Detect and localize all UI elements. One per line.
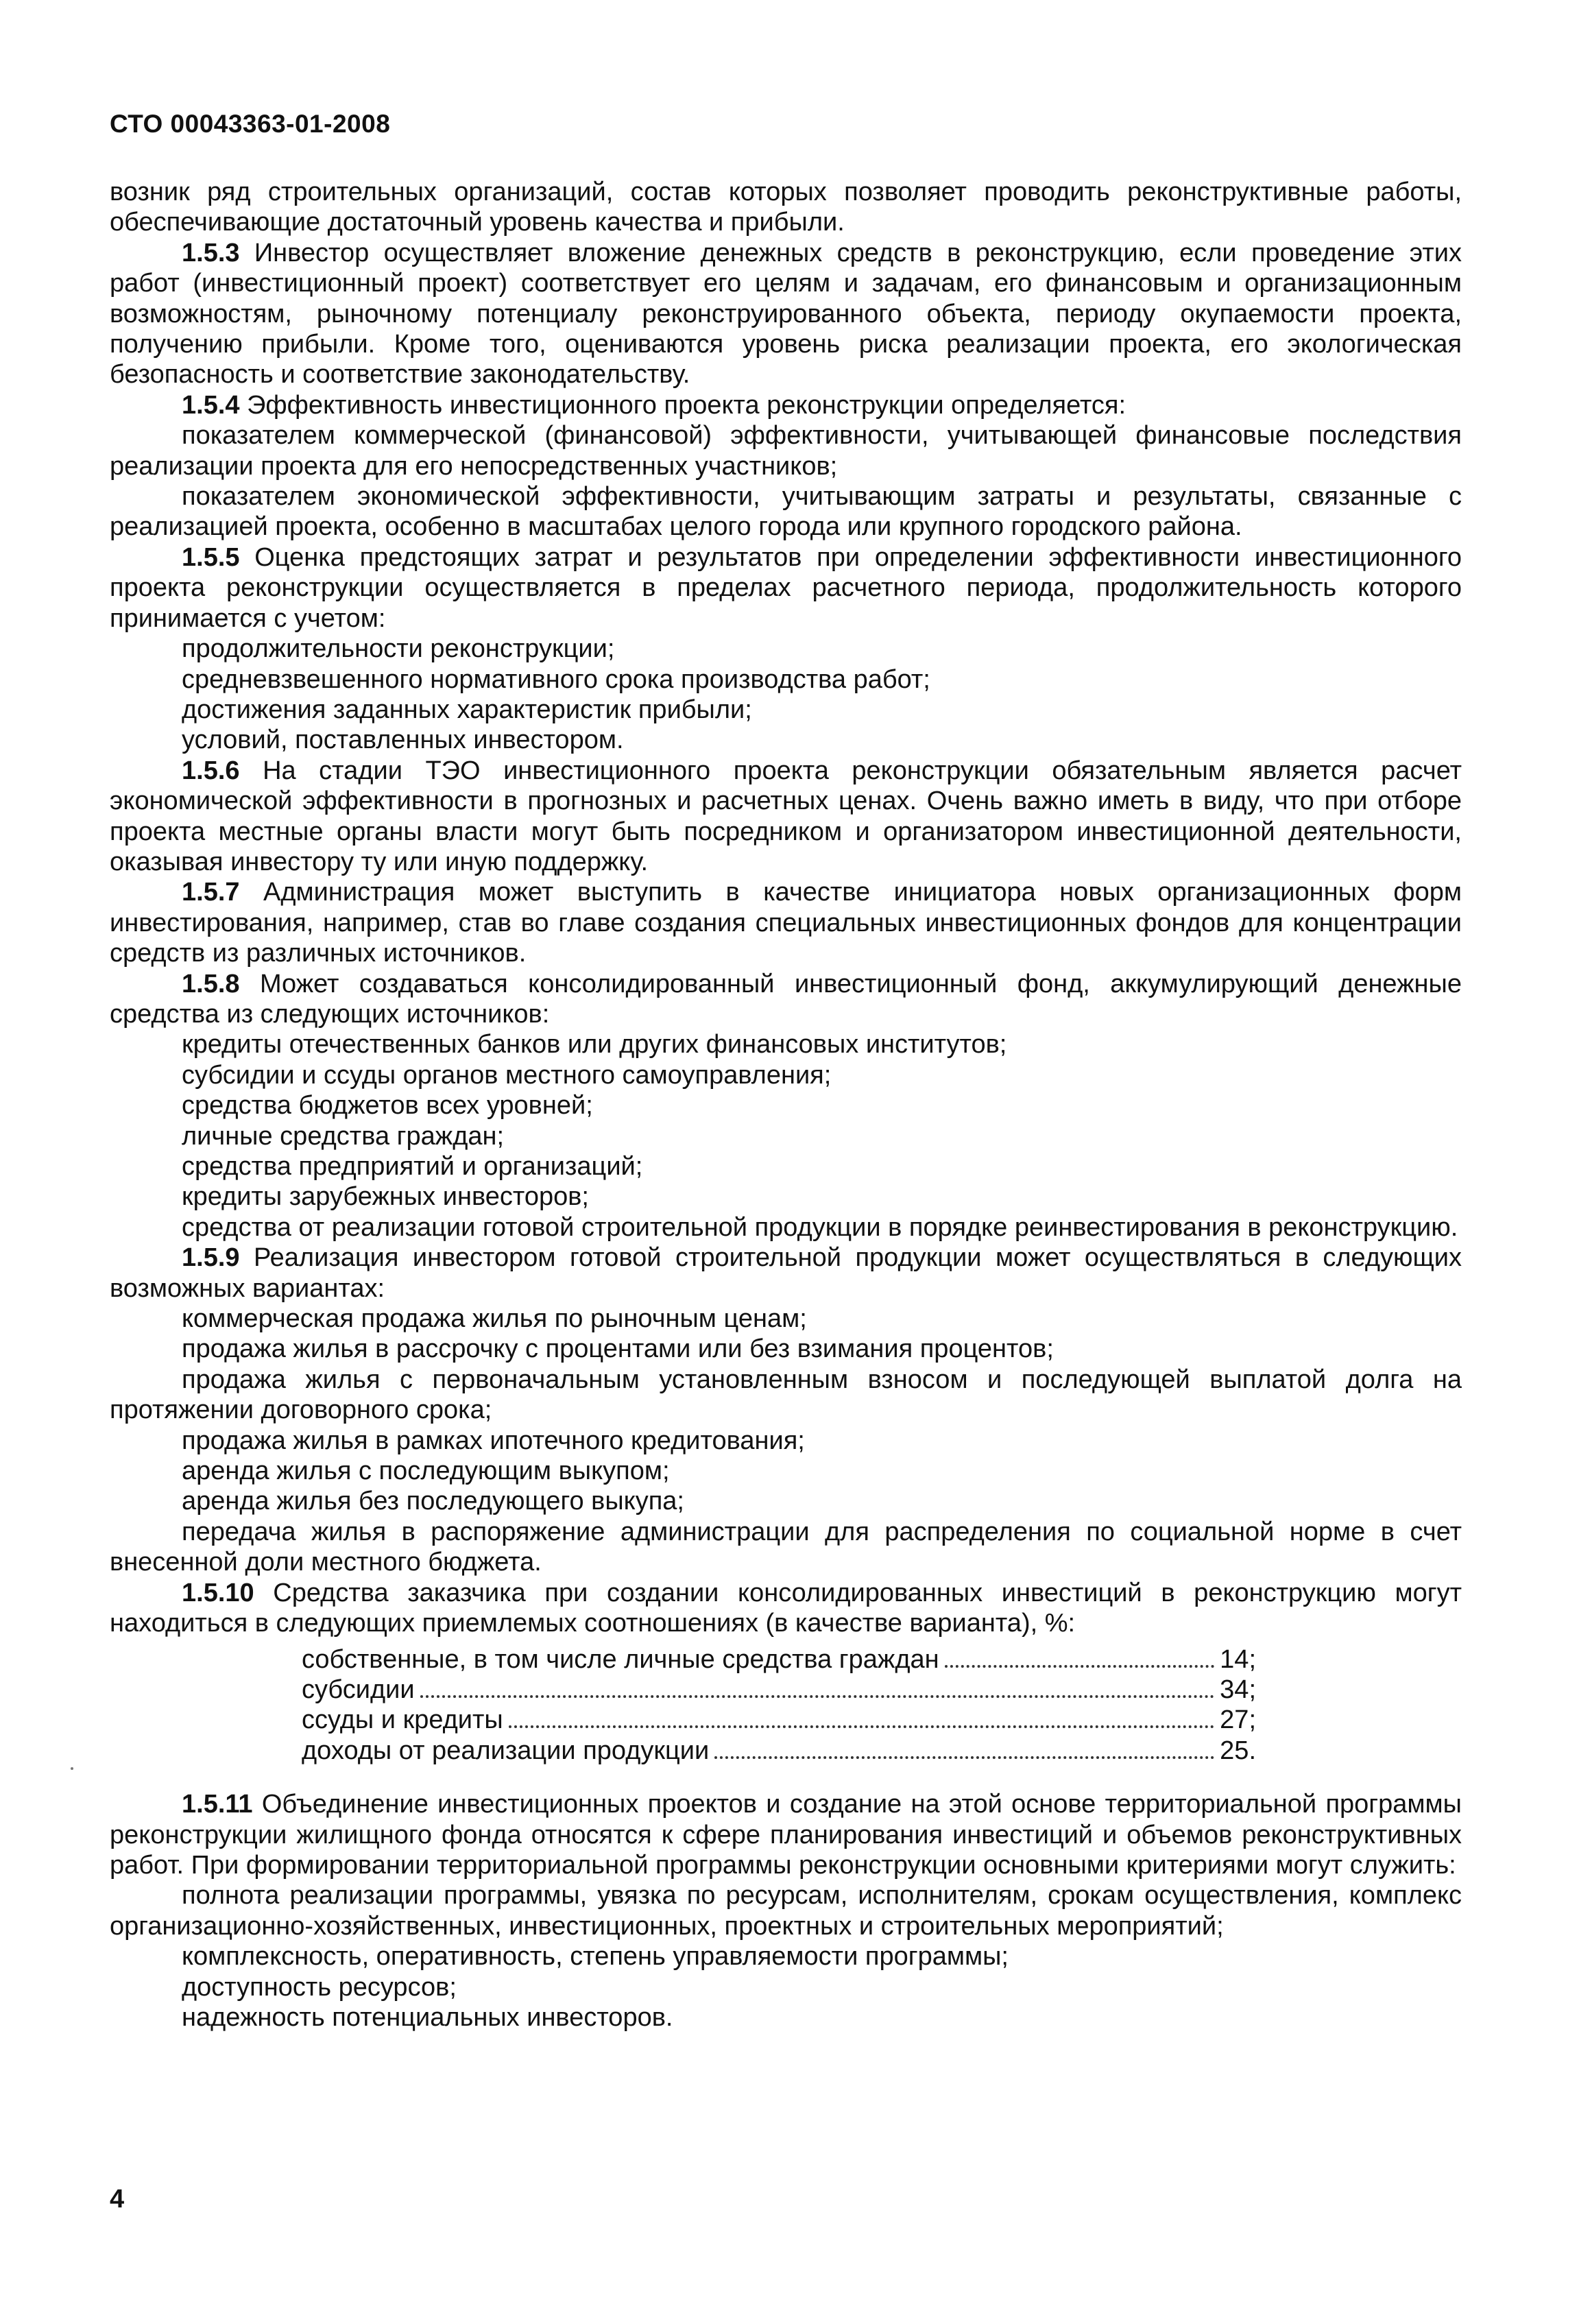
list-item: кредиты отечественных банков или других финансовых институтов; <box>182 1030 1007 1059</box>
scan-speck <box>71 1767 73 1770</box>
section-number: 1.5.5 <box>182 542 240 572</box>
dot-leader <box>420 1695 1215 1698</box>
list-item: передача жилья в распоряжение администрации для распределения по социальной норме в счет внесенной доли местного бюджета. <box>110 1517 1462 1577</box>
list-item: продолжительности реконструкции; <box>182 634 615 664</box>
section-text: Объединение инвестиционных проектов и создание на этой основе территориальной программы реконструкции жилищного фонда относятся к сфере планирования инвестиций и объемов реконструктивных работ. При формировании территориальной программы реконструкции основными критериями могут служить: <box>110 1790 1462 1880</box>
section-1-5-3 <box>110 238 1462 390</box>
section-1-5-6 <box>110 756 1462 878</box>
ratio-row <box>302 1736 1256 1766</box>
list-item: личные средства граждан; <box>182 1121 505 1151</box>
document-code-header: СТО 00043363-01-2008 <box>110 110 391 138</box>
ratio-value: 34; <box>1220 1675 1256 1704</box>
paragraph-continuation: возник ряд строительных организаций, состав которых позволяет проводить реконструктивные работы, обеспечивающие достаточный уровень качества и прибыли. <box>110 178 1462 237</box>
ratio-label: доходы от реализации продукции <box>302 1736 710 1765</box>
section-number: 1.5.10 <box>182 1578 254 1607</box>
section-text: Администрация может выступить в качестве инициатора новых организационных форм инвестирования, например, став во главе создания специальных инвестиционных фондов для концентрации средств из различных источников. <box>110 878 1462 968</box>
list-item: аренда жилья без последующего выкупа; <box>182 1487 684 1516</box>
ratio-value: 14; <box>1220 1644 1256 1674</box>
ratio-label: ссуды и кредиты <box>302 1705 503 1735</box>
section-1-5-7 <box>110 877 1462 968</box>
section-text: Оценка предстоящих затрат и результатов при определении эффективности инвестиционного проекта реконструкции осуществляется в пределах расчетного периода, продолжительность которого принимается с учетом: <box>110 542 1462 633</box>
list-item: доступность ресурсов; <box>182 1972 457 2002</box>
section-number: 1.5.7 <box>182 878 240 907</box>
section-number: 1.5.4 <box>182 390 240 420</box>
dot-leader <box>509 1725 1214 1728</box>
section-text: Может создаваться консолидированный инвестиционный фонд, аккумулирующий денежные средства из следующих источников: <box>110 969 1462 1029</box>
section-number: 1.5.8 <box>182 969 240 998</box>
ratio-label: собственные, в том числе личные средства граждан <box>302 1644 939 1674</box>
list-item: надежность потенциальных инвесторов. <box>182 2002 673 2032</box>
section-1-5-4 <box>110 390 1462 420</box>
ratio-row <box>302 1644 1256 1675</box>
section-text: Инвестор осуществляет вложение денежных средств в реконструкцию, если проведение этих работ (инвестиционный проект) соответствует его целям и задачам, его финансовым и организационным возможностям, рыночному потенциалу реконструированного объекта, периоду окупаемости проекта, получению прибыли. Кроме того, оцениваются уровень риска реализации проекта, его экологическая безопасность и соответствие законодательству. <box>110 238 1462 390</box>
section-text: На стадии ТЭО инвестиционного проекта реконструкции обязательным является расчет экономической эффективности в прогнозных и расчетных ценах. Очень важно иметь в виду, что при отборе проекта местные органы власти могут быть посредником и организатором инвестиционной деятельности, оказывая инвестору ту или иную поддержку. <box>110 756 1462 876</box>
section-1-5-5 <box>110 542 1462 634</box>
ratio-row <box>302 1675 1256 1705</box>
dot-leader <box>714 1756 1214 1759</box>
ratio-list <box>302 1644 1256 1766</box>
list-item: средневзвешенного нормативного срока производства работ; <box>182 664 930 694</box>
list-item: показателем коммерческой (финансовой) эффективности, учитывающей финансовые последствия реализации проекта для его непосредственных участников; <box>110 421 1462 481</box>
list-item: средства бюджетов всех уровней; <box>182 1091 593 1121</box>
list-item: продажа жилья в рассрочку с процентами или без взимания процентов; <box>182 1334 1054 1364</box>
section-text: Средства заказчика при создании консолидированных инвестиций в реконструкцию могут находиться в следующих приемлемых соотношениях (в качестве варианта), %: <box>110 1578 1462 1638</box>
section-number: 1.5.3 <box>182 238 240 267</box>
list-item: комплексность, оперативность, степень управляемости программы; <box>182 1942 1009 1972</box>
ratio-row <box>302 1705 1256 1735</box>
list-item: условий, поставленных инвестором. <box>182 726 624 755</box>
list-item: показателем экономической эффективности, учитывающим затраты и результаты, связанные с реализацией проекта, особенно в масштабах целого города или крупного городского района. <box>110 482 1462 542</box>
section-number: 1.5.6 <box>182 756 240 785</box>
list-item: субсидии и ссуды органов местного самоуправления; <box>182 1060 832 1090</box>
list-item: продажа жилья в рамках ипотечного кредитования; <box>182 1426 805 1455</box>
list-item: коммерческая продажа жилья по рыночным ценам; <box>182 1304 807 1334</box>
ratio-value: 25. <box>1220 1736 1256 1765</box>
list-item: достижения заданных характеристик прибыли; <box>182 695 752 724</box>
ratio-value: 27; <box>1220 1705 1256 1735</box>
dot-leader <box>945 1665 1215 1668</box>
section-1-5-8 <box>110 969 1462 1030</box>
document-body <box>110 177 1462 2033</box>
list-item: средства предприятий и организаций; <box>182 1152 643 1181</box>
list-item: средства от реализации готовой строительной продукции в порядке реинвестирования в реконструкцию. <box>182 1212 1458 1242</box>
section-1-5-9 <box>110 1243 1462 1304</box>
section-number: 1.5.11 <box>182 1790 253 1819</box>
ratio-label: субсидии <box>302 1675 415 1704</box>
list-item: аренда жилья с последующим выкупом; <box>182 1457 670 1486</box>
section-number: 1.5.9 <box>182 1243 240 1273</box>
section-text: Эффективность инвестиционного проекта реконструкции определяется: <box>239 390 1126 420</box>
list-item: кредиты зарубежных инвесторов; <box>182 1182 589 1212</box>
list-item: продажа жилья с первоначальным установленным взносом и последующей выплатой долга на протяжении договорного срока; <box>110 1365 1462 1425</box>
spacer <box>110 1766 1462 1789</box>
page-number: 4 <box>110 2185 125 2214</box>
section-text: Реализация инвестором готовой строительной продукции может осуществляться в следующих возможных вариантах: <box>110 1243 1462 1303</box>
section-1-5-11 <box>110 1789 1462 1880</box>
list-item: полнота реализации программы, увязка по ресурсам, исполнителям, срокам осуществления, комплекс организационно-хозяйственных, инвестиционных, проектных и строительных мероприятий; <box>110 1881 1462 1941</box>
section-1-5-10 <box>110 1578 1462 1639</box>
